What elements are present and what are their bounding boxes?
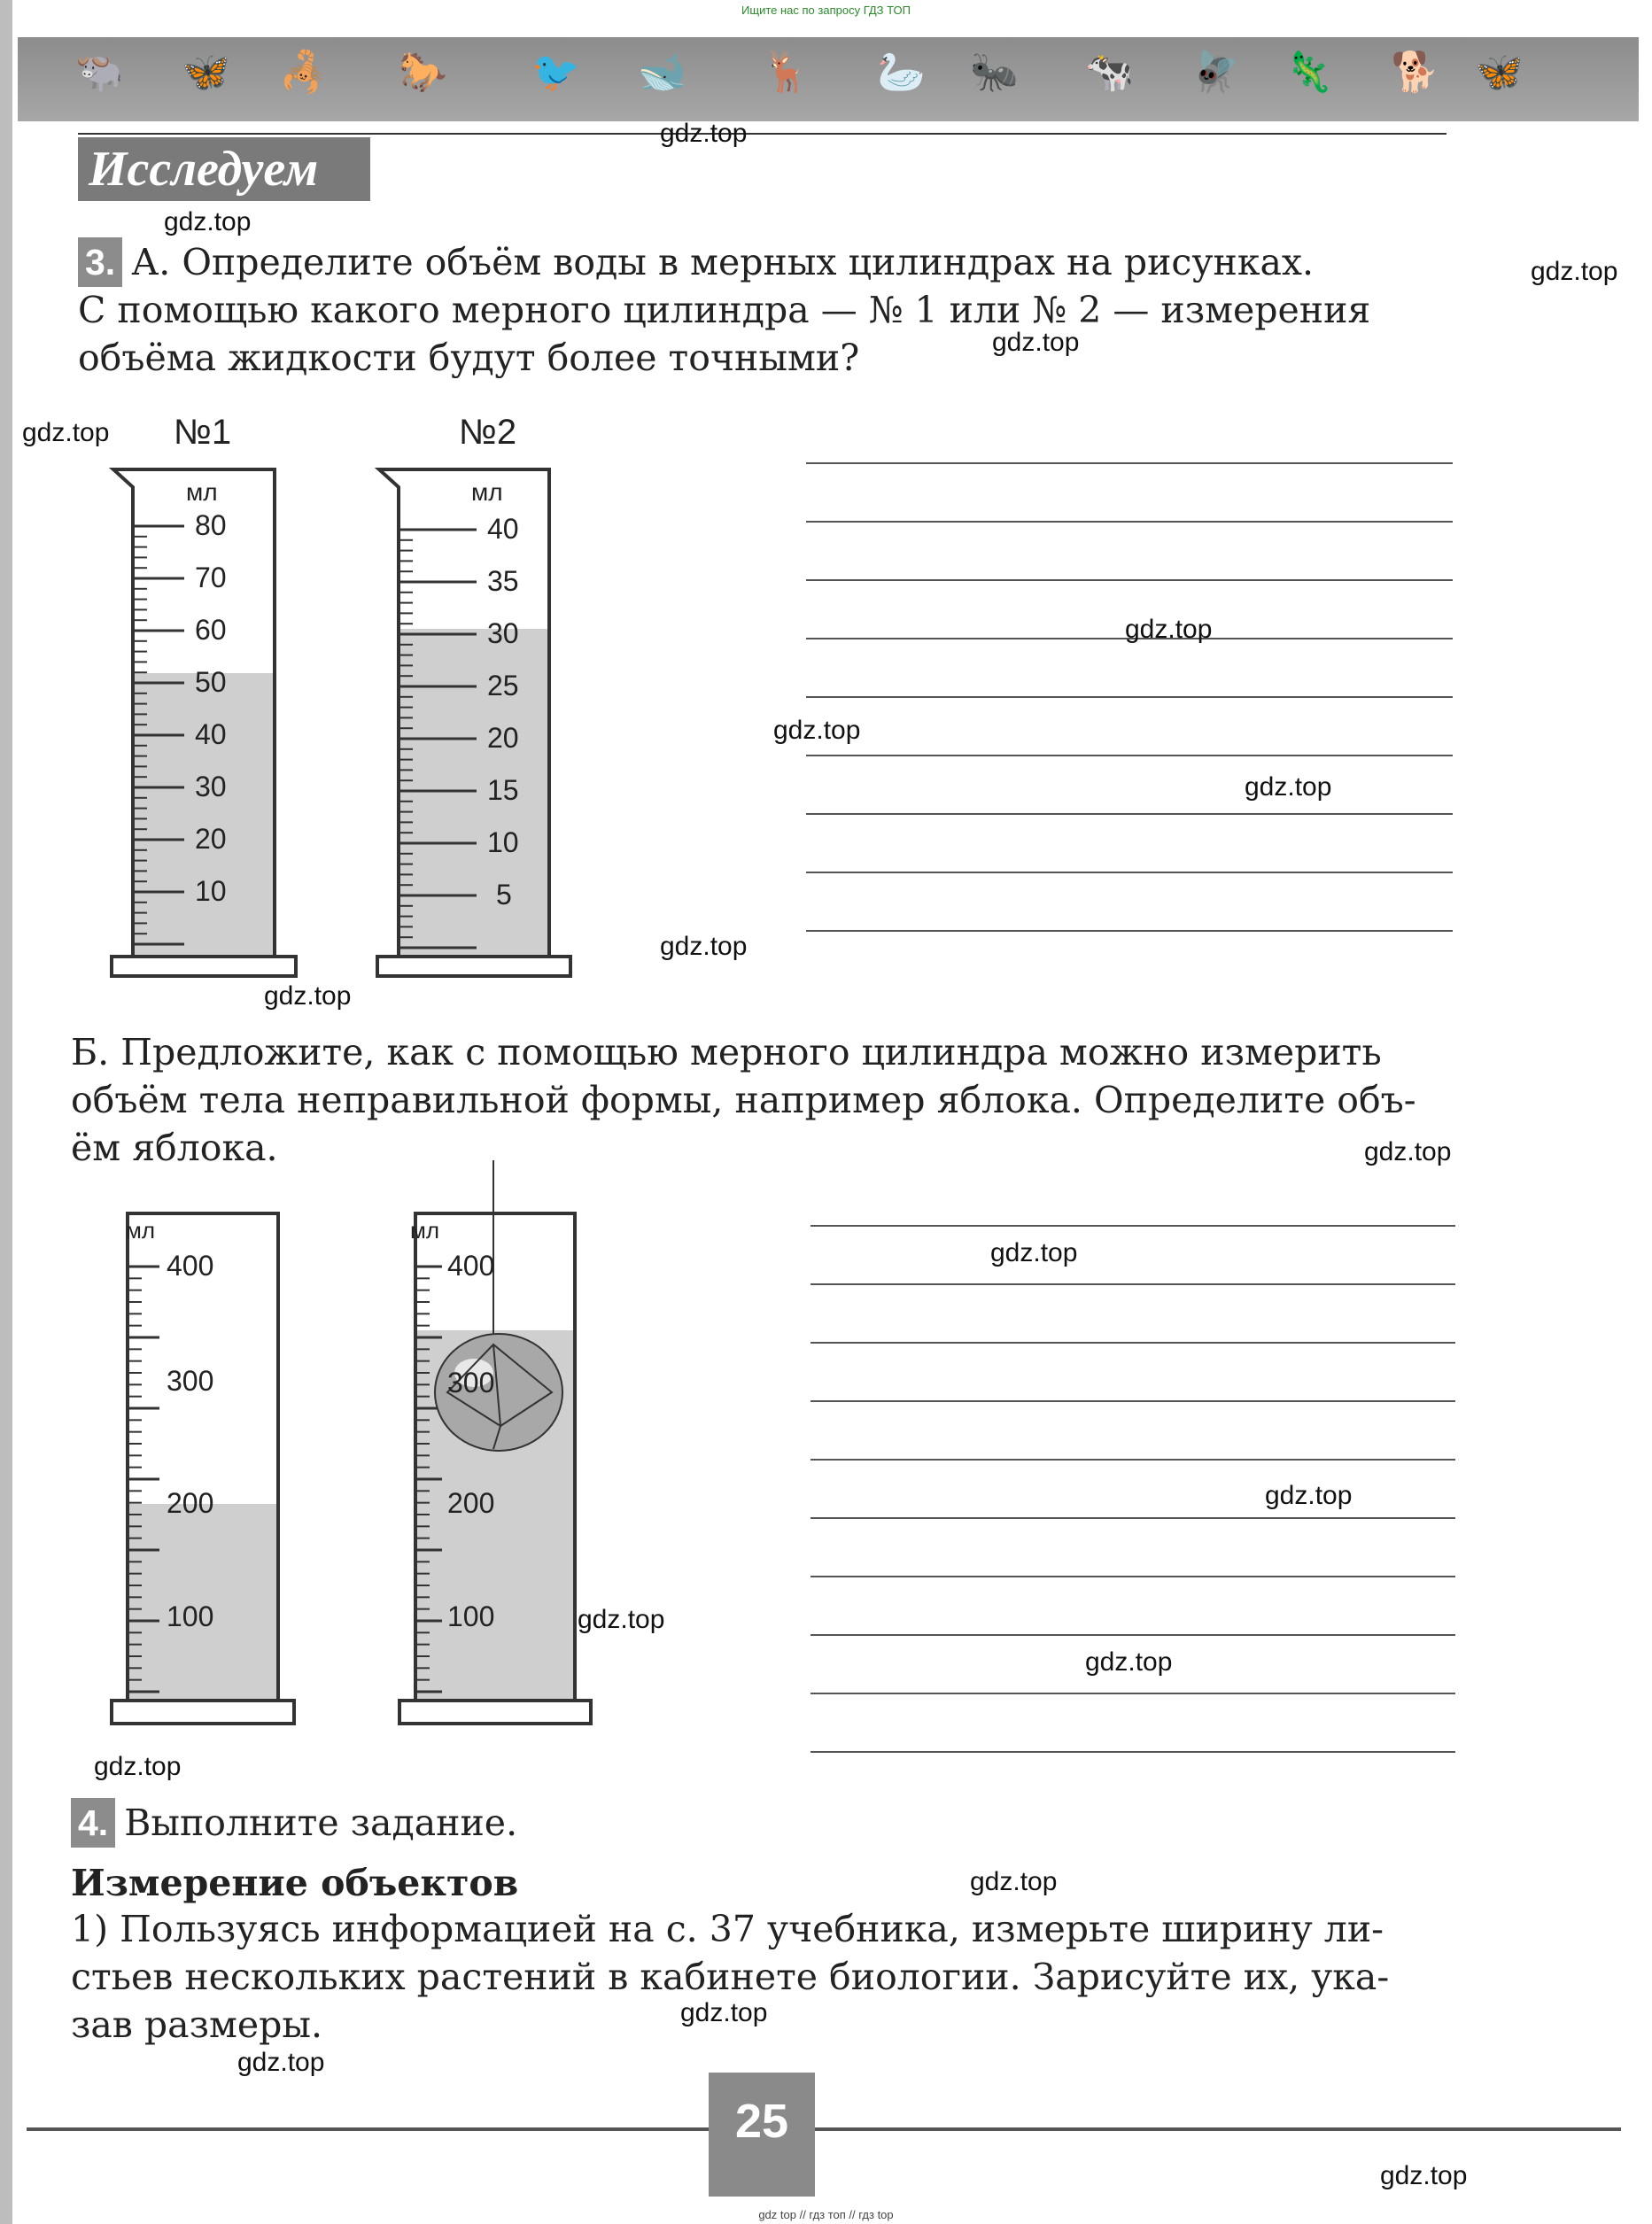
c2-label-35: 35 (487, 565, 519, 597)
task4-instruction: 4. Выполните задание. (71, 1798, 517, 1848)
butterfly-icon: 🦋 (182, 50, 230, 95)
horse-icon: 🐎 (399, 50, 447, 95)
answer-line[interactable] (806, 813, 1453, 815)
answer-line[interactable] (806, 872, 1453, 873)
answer-line[interactable] (806, 930, 1453, 932)
scorpion-icon: 🦂 (279, 50, 328, 95)
cow-icon: 🐄 (1085, 50, 1134, 95)
answer-line[interactable] (810, 1225, 1455, 1227)
task4-line2: стьев нескольких растений в кабинете биологии. Зарисуйте их, ука- (71, 1956, 1390, 1998)
watermark: gdz.top (1125, 615, 1213, 644)
bison-icon: 🐃 (75, 50, 124, 95)
section-rule (78, 133, 1446, 135)
whale-icon: 🐋 (638, 50, 686, 95)
answer-line[interactable] (806, 462, 1453, 464)
task3-part-a-line3: объёма жидкости будут более точными? (78, 337, 860, 379)
c1-label-30: 30 (195, 771, 227, 802)
watermark: gdz.top (773, 716, 861, 745)
task3-part-a-line1: 3. А. Определите объём воды в мерных цилиндрах на рисунках. (78, 237, 1314, 287)
lizard-icon: 🦎 (1284, 50, 1333, 95)
answer-line[interactable] (806, 755, 1453, 756)
task4-heading: Измерение объектов (71, 1862, 519, 1904)
c2-label-15: 15 (487, 774, 519, 806)
heron-icon: 🦢 (877, 50, 926, 95)
cylinder1-title: №1 (174, 413, 232, 452)
c1-label-50: 50 (195, 666, 227, 698)
task4-line3: зав размеры. (71, 2003, 323, 2046)
c3-label-400: 400 (167, 1250, 214, 1282)
task3-part-b-line3: ём яблока. (71, 1127, 278, 1169)
answer-line[interactable] (810, 1634, 1455, 1636)
answer-line[interactable] (810, 1283, 1455, 1285)
answer-line[interactable] (810, 1751, 1455, 1753)
cylinder3 (106, 1205, 301, 1736)
c1-label-60: 60 (195, 614, 227, 646)
answer-line[interactable] (806, 696, 1453, 698)
watermark: gdz.top (992, 328, 1080, 357)
dog-icon: 🐕 (1391, 50, 1439, 95)
watermark: gdz.top (22, 418, 110, 447)
answer-line[interactable] (810, 1517, 1455, 1519)
answer-line[interactable] (806, 579, 1453, 581)
watermark: gdz.top (990, 1238, 1078, 1267)
c1-label-80: 80 (195, 509, 227, 541)
watermark: gdz.top (578, 1605, 665, 1634)
task3-part-a-line2: С помощью какого мерного цилиндра — № 1 или № 2 — измерения (78, 289, 1371, 331)
butterfly2-icon: 🦋 (1475, 50, 1524, 95)
section-title: Исследуем (78, 137, 370, 201)
cylinder2 (363, 461, 576, 983)
watermark: gdz.top (1380, 2161, 1468, 2190)
bird-icon: 🐦 (531, 50, 580, 95)
c4-label-400: 400 (447, 1250, 495, 1282)
cylinder1-water (135, 673, 273, 955)
watermark: gdz.top (1085, 1647, 1173, 1677)
c1-label-40: 40 (195, 718, 227, 750)
watermark: gdz.top (1265, 1481, 1353, 1510)
cylinder4-unit: мл (410, 1217, 440, 1244)
watermark: gdz.top (1531, 257, 1618, 286)
answer-line[interactable] (806, 521, 1453, 523)
c3-label-100: 100 (167, 1600, 214, 1632)
c1-label-70: 70 (195, 562, 227, 593)
cylinder1-unit: мл (186, 478, 218, 506)
cylinder4 (394, 1160, 598, 1736)
task4-badge: 4. (71, 1798, 115, 1848)
footer-rule (27, 2127, 1621, 2131)
c3-label-300: 300 (167, 1365, 214, 1397)
task3-part-b-line1: Б. Предложите, как с помощью мерного цилиндра можно измерить (71, 1031, 1382, 1073)
c2-label-40: 40 (487, 513, 519, 545)
task4-line1: 1) Пользуясь информацией на с. 37 учебника, измерьте ширину ли- (71, 1908, 1384, 1950)
watermark: gdz.top (660, 119, 748, 148)
moose-icon: 🦌 (762, 50, 810, 95)
answer-line[interactable] (810, 1459, 1455, 1461)
watermark: gdz.top (680, 1998, 768, 2027)
watermark: gdz.top (94, 1752, 182, 1781)
cylinder1 (97, 461, 301, 983)
task3-part-b-line2: объём тела неправильной формы, например яблока. Определите объ- (71, 1079, 1416, 1121)
c4-label-300: 300 (447, 1367, 495, 1399)
cylinder2-title: №2 (459, 413, 517, 452)
c2-label-10: 10 (487, 826, 519, 858)
c4-label-200: 200 (447, 1487, 495, 1519)
watermark: gdz.top (1364, 1137, 1452, 1166)
answer-line[interactable] (810, 1693, 1455, 1694)
cylinder2-unit: мл (471, 478, 503, 506)
c1-label-10: 10 (195, 875, 227, 907)
c2-label-30: 30 (487, 617, 519, 649)
watermark: gdz.top (164, 207, 252, 236)
answer-line[interactable] (810, 1400, 1455, 1402)
answer-line[interactable] (810, 1576, 1455, 1577)
page-number: 25 (709, 2073, 815, 2197)
c1-label-20: 20 (195, 823, 227, 855)
cylinder3-unit: мл (126, 1217, 156, 1244)
page-edge-shadow (0, 0, 12, 2224)
c2-label-25: 25 (487, 670, 519, 701)
watermark: gdz.top (1245, 772, 1332, 802)
watermark: gdz.top (264, 981, 352, 1011)
c2-label-20: 20 (487, 722, 519, 754)
watermark: gdz.top (970, 1867, 1058, 1896)
watermark: gdz.top (660, 932, 748, 961)
bottom-note: gdz top // гдз топ // гдз top (758, 2208, 894, 2221)
fly-icon: 🪰 (1191, 50, 1240, 95)
task3-badge: 3. (78, 237, 122, 287)
answer-line[interactable] (810, 1342, 1455, 1344)
ant-icon: 🐜 (970, 50, 1019, 95)
watermark: gdz.top (237, 2048, 325, 2077)
c4-label-100: 100 (447, 1600, 495, 1632)
c2-label-5: 5 (496, 879, 512, 911)
c3-label-200: 200 (167, 1487, 214, 1519)
top-note: Ищите нас по запросу ГДЗ ТОП (741, 4, 911, 17)
